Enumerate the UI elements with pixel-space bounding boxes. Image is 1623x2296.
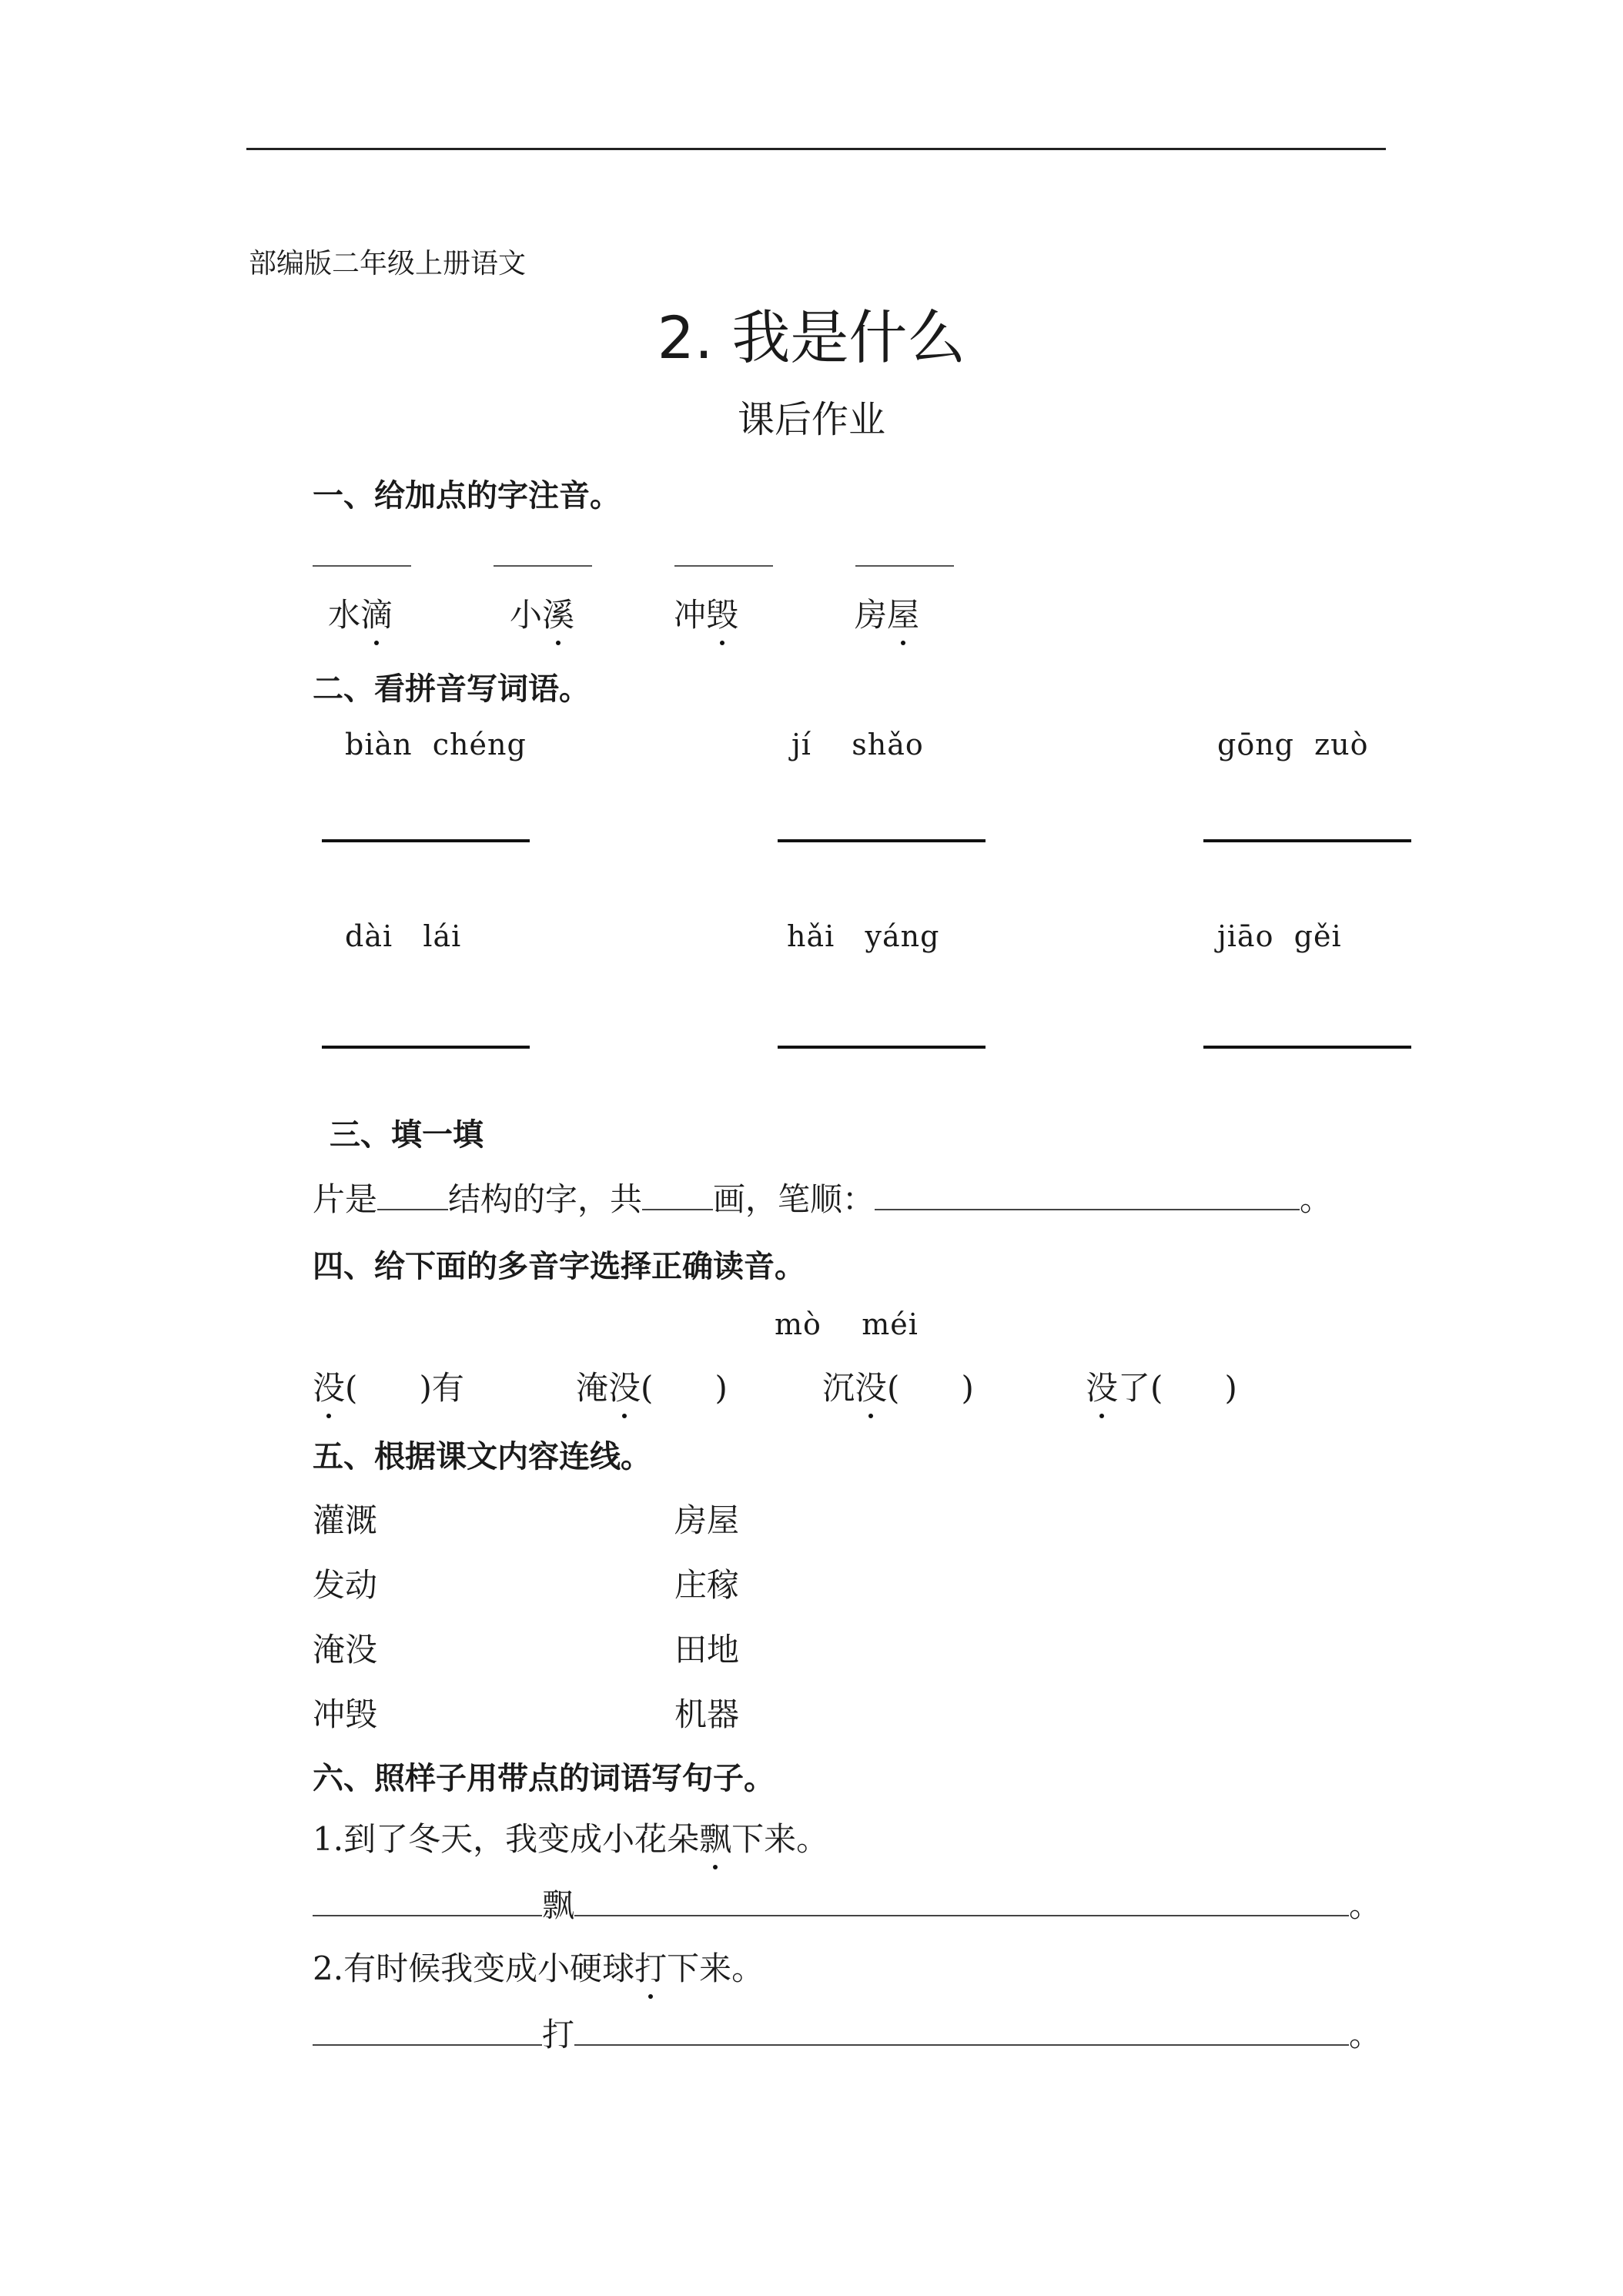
answer-blank[interactable] — [313, 2017, 542, 2046]
answer-blank[interactable] — [377, 1181, 448, 1210]
header-rule — [246, 148, 1386, 150]
dotted-char: 飘 — [699, 1814, 731, 1860]
series-label: 部编版二年级上册语文 — [249, 248, 527, 279]
section-3-heading: 三、填一填 — [330, 1117, 484, 1153]
answer-line[interactable] — [1203, 839, 1411, 842]
polyphone-item: 沉没( ) — [822, 1363, 974, 1409]
answer-blank[interactable] — [574, 2017, 1349, 2046]
pinyin-label: biàn chéng — [345, 728, 527, 761]
word-item: 冲毁 — [674, 590, 738, 636]
example-sentence: 1.到了冬天，我变成小花朵飘下来。 — [313, 1814, 828, 1860]
dotted-char: 屋 — [887, 590, 919, 636]
match-right-item[interactable]: 房屋 — [674, 1501, 740, 1539]
polyphone-item: 淹没( ) — [576, 1363, 728, 1409]
word-item: 小溪 — [510, 590, 574, 636]
answer-blank[interactable] — [855, 565, 954, 567]
sentence-fill-line: 打 。 — [313, 2010, 1381, 2056]
match-right-item[interactable]: 田地 — [674, 1631, 740, 1668]
word-item: 水滴 — [328, 590, 393, 636]
dotted-char: 没 — [608, 1363, 641, 1409]
section-6-heading: 六、照样子用带点的词语写句子。 — [313, 1761, 775, 1796]
sentence-fill-line: 飘 。 — [313, 1880, 1381, 1926]
pinyin-label: dài lái — [345, 919, 462, 953]
section-5-heading: 五、根据课文内容连线。 — [313, 1439, 651, 1474]
answer-blank[interactable] — [313, 565, 411, 567]
dotted-char: 没 — [313, 1363, 345, 1409]
dotted-char: 毁 — [706, 590, 738, 636]
example-sentence: 2.有时候我变成小硬球打下来。 — [313, 1943, 764, 1990]
word-item: 房屋 — [855, 590, 919, 636]
answer-line[interactable] — [1203, 1046, 1411, 1049]
pinyin-label: jiāo gěi — [1217, 919, 1342, 953]
match-right-item[interactable]: 机器 — [674, 1695, 740, 1733]
pinyin-label: mò méi — [775, 1307, 919, 1341]
page-subtitle: 课后作业 — [737, 398, 885, 441]
answer-line[interactable] — [322, 839, 530, 842]
answer-blank[interactable] — [642, 1181, 713, 1210]
match-left-item[interactable]: 冲毁 — [313, 1695, 378, 1733]
answer-blank[interactable] — [674, 565, 773, 567]
dotted-char: 打 — [634, 1943, 667, 1990]
match-right-item[interactable]: 庄稼 — [674, 1566, 740, 1604]
polyphone-item: 没( )有 — [313, 1363, 464, 1409]
dotted-char: 溪 — [542, 590, 574, 636]
dotted-char: 滴 — [360, 590, 393, 636]
section-4-heading: 四、给下面的多音字选择正确读音。 — [313, 1249, 805, 1284]
fill-in-line: 片是 结构的字，共 画，笔顺： 。 — [313, 1180, 1333, 1218]
answer-line[interactable] — [778, 839, 986, 842]
section-2-heading: 二、看拼音写词语。 — [313, 671, 590, 707]
match-left-item[interactable]: 发动 — [313, 1566, 378, 1604]
answer-blank[interactable] — [574, 1887, 1349, 1916]
dotted-char: 没 — [855, 1363, 887, 1409]
match-left-item[interactable]: 灌溉 — [313, 1501, 378, 1539]
answer-line[interactable] — [322, 1046, 530, 1049]
page-title: 2. 我是什么 — [657, 303, 966, 372]
section-1-heading: 一、给加点的字注音。 — [313, 478, 621, 514]
answer-blank[interactable] — [494, 565, 592, 567]
answer-line[interactable] — [778, 1046, 986, 1049]
match-left-item[interactable]: 淹没 — [313, 1631, 378, 1668]
dotted-char: 没 — [1086, 1363, 1118, 1409]
pinyin-label: hǎi yáng — [787, 919, 940, 953]
polyphone-item: 没了( ) — [1086, 1363, 1237, 1409]
answer-blank[interactable] — [313, 1887, 542, 1916]
pinyin-label: gōng zuò — [1217, 728, 1369, 761]
pinyin-label: jí shǎo — [791, 728, 924, 761]
answer-blank[interactable] — [875, 1181, 1300, 1210]
